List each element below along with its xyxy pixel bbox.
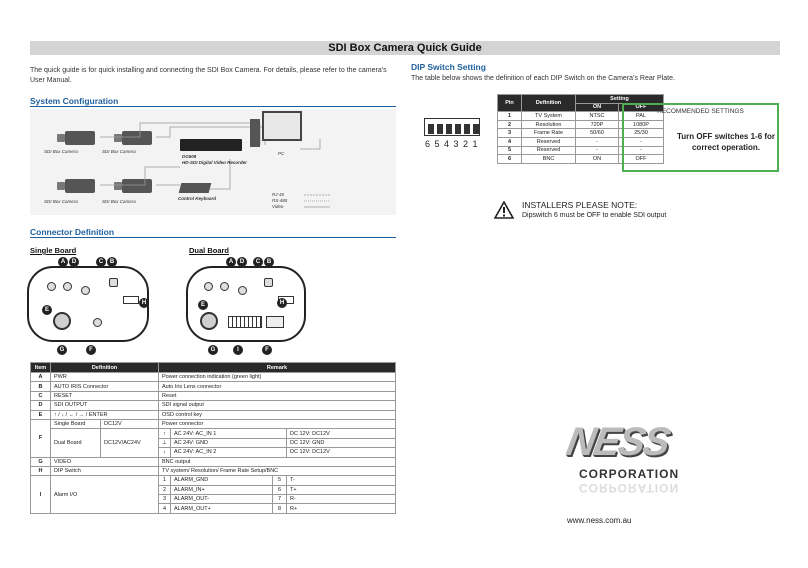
line-out-port <box>47 282 56 291</box>
page-title: SDI Box Camera Quick Guide <box>30 41 780 55</box>
on-cell: - <box>576 146 619 155</box>
dip-switch-lever <box>437 124 443 134</box>
pin-ac: AC 24V: AC_IN 1 <box>171 429 287 438</box>
col-header: Setting <box>576 95 664 104</box>
pin-name: T- <box>287 476 396 485</box>
item-remark: BNC output <box>159 457 396 466</box>
line-in-port <box>63 282 72 291</box>
marker-a: A <box>226 257 236 267</box>
section-divider <box>30 237 396 238</box>
marker-b: B <box>264 257 274 267</box>
dip-description: The table below shows the definition of each DIP Switch on the Camera’s Rear Plate. <box>411 75 675 82</box>
item-def: ↑ / ↓ / ← / → / ENTER <box>51 410 159 419</box>
camera-label: SDI Box Camera <box>102 199 136 204</box>
pc-tower-icon <box>250 119 260 147</box>
dip-switch-lever <box>446 124 452 134</box>
keyboard-label: Control Keyboard <box>178 196 217 201</box>
marker-f: F <box>262 345 272 355</box>
section-divider <box>30 106 396 107</box>
power-terminal <box>266 316 284 328</box>
item-remark: SDI signal output <box>159 401 396 410</box>
def-cell: Frame Rate <box>522 129 576 138</box>
item-remark: Reset <box>159 391 396 400</box>
col-header: Pin <box>498 95 522 112</box>
pin-cell: 1 <box>498 112 522 121</box>
pin-cell: 4 <box>498 137 522 146</box>
pin-number: 7 <box>273 495 287 504</box>
recommended-text: Turn OFF switches 1-6 for correct operation. <box>676 132 776 152</box>
item-def: DC12V/AC24V <box>101 429 159 457</box>
dip-switch-numbers: 6 5 4 3 2 1 <box>425 139 479 149</box>
pc-label: PC <box>278 151 285 156</box>
video-bnc-port <box>53 312 71 330</box>
item-def: Single Board <box>51 419 101 428</box>
pin-number: 4 <box>159 504 171 513</box>
off-cell: 25/30 <box>619 129 664 138</box>
pin-cell: 6 <box>498 155 522 164</box>
item-def: Alarm I/O <box>51 476 159 514</box>
def-cell: Reserved <box>522 146 576 155</box>
camera-label: SDI Box Camera <box>44 199 78 204</box>
auto-iris-port <box>109 278 118 287</box>
col-header: ON <box>576 103 619 112</box>
pin-number: 6 <box>273 485 287 494</box>
def-cell: Reserved <box>522 137 576 146</box>
marker-f: F <box>86 345 96 355</box>
pin-dc: DC 12V: GND <box>287 438 396 447</box>
table-row <box>31 457 396 466</box>
def-cell: Resolution <box>522 120 576 129</box>
table-row <box>31 410 396 419</box>
table-row <box>31 401 396 410</box>
item-def: PWR <box>51 373 159 382</box>
dip-switch-lever <box>464 124 470 134</box>
col-header: Item <box>31 363 51 373</box>
on-cell: ON <box>576 155 619 164</box>
marker-g: G <box>57 345 67 355</box>
legend-video: Video <box>272 204 284 209</box>
note-title: INSTALLERS PLEASE NOTE: <box>522 200 638 210</box>
col-header: OFF <box>619 103 664 112</box>
note-text: Dipswitch 6 must be OFF to enable SDI output <box>522 212 667 219</box>
table-row <box>31 466 396 475</box>
off-cell: PAL <box>619 112 664 121</box>
item-key: E <box>31 410 51 419</box>
item-def: RESET <box>51 391 159 400</box>
dvr-icon <box>180 139 242 151</box>
pin-number: 8 <box>273 504 287 513</box>
warning-icon <box>494 201 514 219</box>
item-remark: Power connector <box>159 419 396 428</box>
marker-b: B <box>107 257 117 267</box>
item-remark: TV system/ Resolution/ Frame Rate Setup/BNC <box>159 466 396 475</box>
table-row <box>31 382 396 391</box>
item-remark: OSD control key <box>159 410 396 419</box>
item-key: B <box>31 382 51 391</box>
item-def: DIP Switch <box>51 466 159 475</box>
on-cell: NTSC <box>576 112 619 121</box>
marker-g: G <box>208 345 218 355</box>
item-def: VIDEO <box>51 457 159 466</box>
on-cell: 720P <box>576 120 619 129</box>
sdi-output-port <box>238 286 247 295</box>
table-row <box>31 476 396 485</box>
table-row <box>31 419 396 428</box>
logo-reflection: CORPORATION <box>579 481 680 495</box>
col-header: Definition <box>51 363 159 373</box>
item-def: DC12V <box>101 419 159 428</box>
website-url[interactable]: www.ness.com.au <box>567 516 632 525</box>
item-remark: Auto Iris Lens connector <box>159 382 396 391</box>
video-bnc-port <box>200 312 218 330</box>
recommended-title: RECOMMENDED SETTINGS <box>657 108 744 115</box>
item-key: C <box>31 391 51 400</box>
marker-h: H <box>139 298 149 308</box>
pin-dc: DC 12V: DC12V <box>287 448 396 457</box>
on-cell: - <box>576 137 619 146</box>
dvr-model: DG508 <box>182 154 197 159</box>
item-def: SDI OUTPUT <box>51 401 159 410</box>
item-def: Dual Board <box>51 429 101 457</box>
col-header: Definition <box>522 95 576 112</box>
pin-name: ALARM_OUT+ <box>171 504 273 513</box>
marker-h: H <box>277 298 287 308</box>
logo-corporation: CORPORATION <box>579 467 680 481</box>
off-cell: - <box>619 137 664 146</box>
item-def: AUTO IRIS Connector <box>51 382 159 391</box>
pin-ac: AC 24V: GND <box>171 438 287 447</box>
pin-name: T+ <box>287 485 396 494</box>
on-cell: 50/60 <box>576 129 619 138</box>
table-row <box>31 429 396 438</box>
off-cell: OFF <box>619 155 664 164</box>
marker-d: D <box>237 257 247 267</box>
pin-ac: AC 24V: AC_IN 2 <box>171 448 287 457</box>
ness-logo <box>563 420 691 505</box>
pin-cell: 5 <box>498 146 522 155</box>
dip-switch-lever <box>473 124 479 134</box>
system-config-heading: System Configuration <box>30 96 119 106</box>
pin-number: 2 <box>159 485 171 494</box>
sdi-output-port <box>81 286 90 295</box>
dip-heading: DIP Switch Setting <box>411 62 486 72</box>
item-key: I <box>31 476 51 514</box>
logo-wordmark: NESS <box>563 420 672 464</box>
def-cell: BNC <box>522 155 576 164</box>
intro-text: The quick guide is for quick installing and connecting the SDI Box Camera. For details, please refer to the camera’s User Manual. <box>30 67 387 84</box>
pin-symbol: ⊥ <box>159 438 171 447</box>
camera-label: SDI Box Camera <box>44 149 78 154</box>
alarm-io-terminal <box>228 316 262 328</box>
off-cell: 1080P <box>619 120 664 129</box>
item-key: A <box>31 373 51 382</box>
line-in-port <box>220 282 229 291</box>
item-key: H <box>31 466 51 475</box>
item-key: D <box>31 401 51 410</box>
pin-name: R- <box>287 495 396 504</box>
dvr-name: HD-SDI Digital Video Recorder <box>182 160 247 165</box>
item-remark: Power connection indication (green light) <box>159 373 396 382</box>
pin-symbol: ↑ <box>159 429 171 438</box>
marker-a: A <box>58 257 68 267</box>
table-row <box>31 373 396 382</box>
pin-symbol: ↓ <box>159 448 171 457</box>
dip-switch-lever <box>428 124 434 134</box>
system-diagram <box>30 109 396 215</box>
col-header: Remark <box>159 363 396 373</box>
pin-cell: 3 <box>498 129 522 138</box>
recommended-settings-box <box>622 103 779 172</box>
marker-i: I <box>233 345 243 355</box>
marker-c: C <box>96 257 106 267</box>
pin-cell: 2 <box>498 120 522 129</box>
def-cell: TV System <box>522 112 576 121</box>
table-row <box>31 391 396 400</box>
single-board-label: Single Board <box>30 246 77 255</box>
marker-e: E <box>42 305 52 315</box>
pin-dc: DC 12V: DC12V <box>287 429 396 438</box>
dip-switch-diagram <box>424 118 480 136</box>
power-port <box>93 318 102 327</box>
keyboard-icon <box>179 183 212 193</box>
legend-rj45: RJ-45 <box>272 192 285 197</box>
camera-label: SDI Box Camera <box>102 149 136 154</box>
auto-iris-port <box>264 278 273 287</box>
pin-name: ALARM_OUT- <box>171 495 273 504</box>
pc-monitor-icon <box>262 111 302 141</box>
single-board-diagram <box>27 266 149 342</box>
connector-heading: Connector Definition <box>30 227 115 237</box>
pin-name: R+ <box>287 504 396 513</box>
pin-number: 5 <box>273 476 287 485</box>
pin-number: 1 <box>159 476 171 485</box>
pin-number: 3 <box>159 495 171 504</box>
item-key: F <box>31 419 51 457</box>
marker-d: D <box>69 257 79 267</box>
connector-table <box>30 362 396 514</box>
pin-name: ALARM_IN+ <box>171 485 273 494</box>
marker-e: E <box>198 300 208 310</box>
legend-rs485: RS-485 <box>272 198 288 203</box>
dip-switch-lever <box>455 124 461 134</box>
off-cell: - <box>619 146 664 155</box>
dual-board-label: Dual Board <box>189 246 230 255</box>
item-key: G <box>31 457 51 466</box>
dip-switch-block <box>123 296 139 304</box>
pin-name: ALARM_GND <box>171 476 273 485</box>
marker-c: C <box>253 257 263 267</box>
line-out-port <box>204 282 213 291</box>
